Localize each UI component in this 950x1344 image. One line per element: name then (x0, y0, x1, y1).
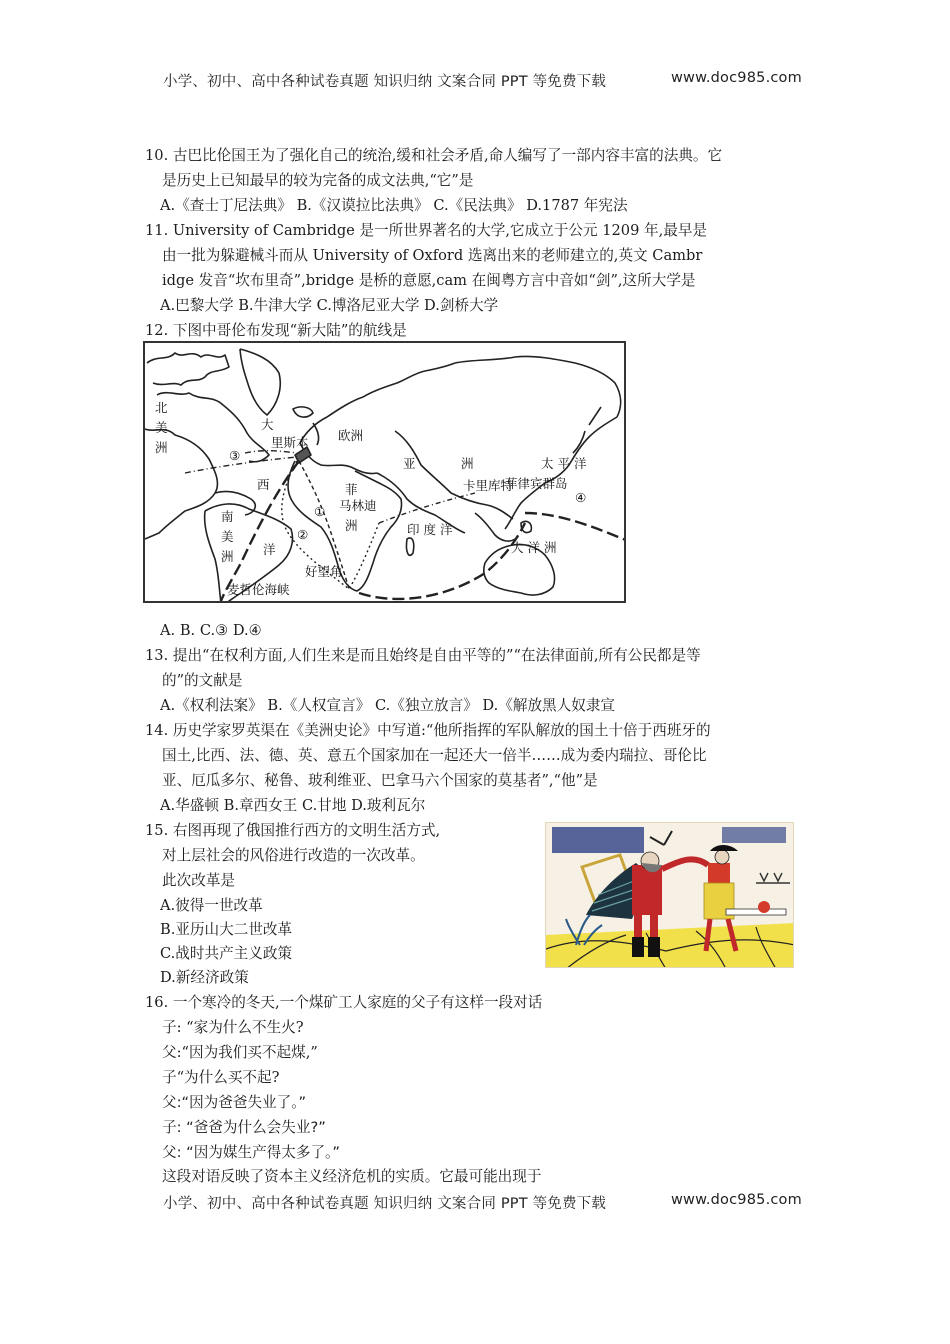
map-label-malindi: 马林迪 (339, 498, 377, 513)
map-label-south-america: 南美洲 (221, 509, 234, 564)
question-text: 亚、厄瓜多尔、秘鲁、玻利维亚、巴拿马六个国家的莫基者”,“他”是 (162, 772, 598, 789)
dialogue-line: 子: “家为什么不生火? (162, 1019, 304, 1036)
map-label-north-america: 北美洲 (155, 400, 168, 455)
question-text: 此次改革是 (162, 872, 235, 889)
question-text: 国土,比西、法、德、英、意五个国家加在一起还大一倍半……成为委内瑞拉、哥伦比 (162, 747, 707, 764)
map-label-atlantic-yang: 洋 (263, 542, 276, 557)
question-text: 对上层社会的风俗进行改造的一次改革。 (162, 847, 425, 864)
map-label-atlantic-da: 大 (261, 417, 274, 432)
page-header (163, 70, 803, 91)
header-url: www.doc985.com (671, 70, 802, 86)
answer-options: A.《查士丁尼法典》 B.《汉谟拉比法典》 C.《民法典》 D.1787 年宪法 (160, 197, 628, 214)
map-label-route-4: ④ (575, 490, 587, 505)
map-label-calicut: 卡里库特 (463, 478, 514, 493)
map-label-cape-good-hope: 好望角 (305, 564, 343, 579)
map-label-atlantic-xi: 西 (257, 477, 270, 492)
map-label-africa-fei: 菲 (345, 482, 358, 497)
answer-option-a: A.彼得一世改革 (160, 897, 263, 914)
map-label-magellan-strait: 麦哲伦海峡 (227, 582, 290, 597)
dialogue-line: 子: “爸爸为什么会失业?” (162, 1119, 326, 1136)
map-label-oceania: 大 洋 洲 (511, 540, 557, 555)
map-label-asia-ya: 亚 (403, 456, 416, 471)
map-label-route-3: ③ (229, 448, 241, 463)
dialogue-line: 子“为什么买不起? (162, 1069, 280, 1086)
map-drawing (145, 343, 626, 603)
answer-options: A. B. C.③ D.④ (160, 622, 262, 639)
map-label-africa-zhou: 洲 (345, 518, 358, 533)
answer-options: A.巴黎大学 B.牛津大学 C.博洛尼亚大学 D.剑桥大学 (160, 297, 499, 314)
woodcut-drawing (546, 823, 794, 968)
question-text: 13. 提出“在权利方面,人们生来是而且始终是自由平等的”“在法律面前,所有公民都是等 (145, 647, 701, 664)
question-text: 11. University of Cambridge 是一所世界著名的大学,它成立于公元 1209 年,最早是 (145, 222, 708, 239)
question-text: idge 发音“坎布里奇”,bridge 是桥的意愿,cam 在闽粤方言中音如“剑”,这所大学是 (162, 272, 696, 289)
answer-option-b: B.亚历山大二世改革 (160, 921, 293, 938)
question-text: 10. 古巴比伦国王为了强化自己的统治,缓和社会矛盾,命人编写了一部内容丰富的法典。它 (145, 147, 723, 164)
map-label-indian-ocean: 印 度 洋 (407, 522, 453, 537)
map-label-lisbon: 里斯本 (271, 435, 309, 450)
map-label-route-1: ① (314, 504, 326, 519)
map-label-asia-zhou: 洲 (461, 456, 474, 471)
peter-the-great-woodcut-image (545, 822, 794, 968)
dialogue-line: 父: “因为媒生产得太多了。” (162, 1144, 340, 1161)
footer-url: www.doc985.com (671, 1192, 802, 1208)
map-label-pacific: 太 平 洋 (541, 456, 587, 471)
question-text: 14. 历史学家罗英渠在《美洲史论》中写道:“他所指挥的军队解放的国土十倍于西班牙的 (145, 722, 711, 739)
question-text: 是历史上已知最早的较为完备的成文法典,“它”是 (162, 172, 474, 189)
question-text: 这段对语反映了资本主义经济危机的实质。它最可能出现于 (162, 1168, 542, 1185)
map-label-philippines: 菲律宾群岛 (505, 476, 568, 491)
answer-option-c: C.战时共产主义政策 (160, 945, 293, 962)
question-text: 12. 下图中哥伦布发现“新大陆”的航线是 (145, 322, 407, 339)
footer-text: 小学、初中、高中各种试卷真题 知识归纳 文案合同 PPT 等免费下载 (163, 1196, 607, 1212)
dialogue-line: 父:“因为我们买不起煤,” (162, 1044, 318, 1061)
answer-option-d: D.新经济政策 (160, 969, 249, 986)
map-label-route-2: ② (297, 527, 309, 542)
map-label-europe: 欧洲 (338, 428, 364, 443)
question-text: 16. 一个寒冷的冬天,一个煤矿工人家庭的父子有这样一段对话 (145, 994, 543, 1011)
header-text: 小学、初中、高中各种试卷真题 知识归纳 文案合同 PPT 等免费下载 (163, 74, 607, 90)
answer-options: A.华盛顿 B.章西女王 C.甘地 D.玻利瓦尔 (160, 797, 426, 814)
question-text: 的”的文献是 (162, 672, 243, 689)
question-text: 由一批为躲避械斗而从 University of Oxford 选离出来的老师建立的,英文 Cambr (162, 247, 703, 264)
answer-options: A.《权利法案》 B.《人权宣言》 C.《独立放言》 D.《解放黑人奴隶宣 (160, 697, 616, 714)
dialogue-line: 父:“因为爸爸失业了。” (162, 1094, 307, 1111)
page-footer (163, 1192, 803, 1213)
question-text: 15. 右图再现了俄国推行西方的文明生活方式, (145, 822, 441, 839)
world-map-voyages (143, 341, 626, 603)
